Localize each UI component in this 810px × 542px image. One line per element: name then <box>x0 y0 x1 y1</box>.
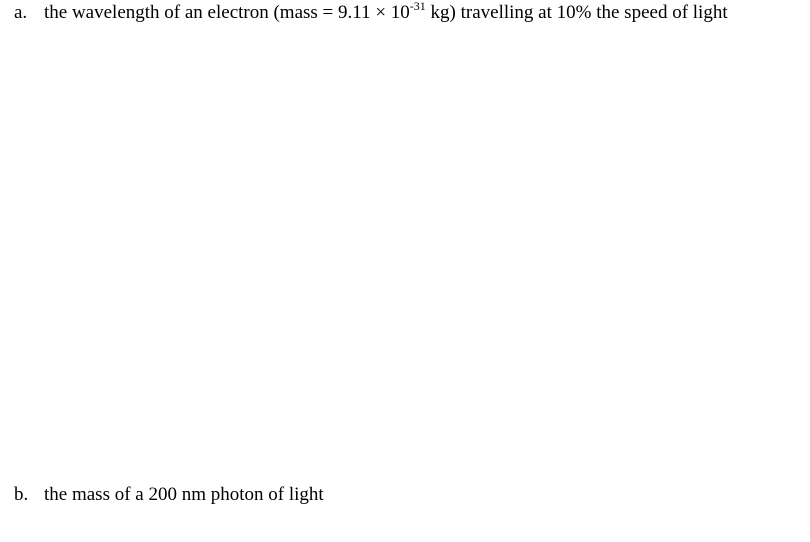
question-a-text-start: the wavelength of an electron (mass = 9.11 × 10 <box>44 2 410 23</box>
question-a-text <box>44 2 728 23</box>
question-a-text-end: kg) travelling at 10% the speed of light <box>425 2 728 23</box>
question-b-marker: b. <box>14 484 29 505</box>
question-a-exponent: -31 <box>409 0 426 13</box>
question-a-marker: a. <box>14 2 28 23</box>
question-b <box>14 483 324 507</box>
question-a <box>14 1 728 25</box>
question-b-text: the mass of a 200 nm photon of light <box>44 484 324 505</box>
